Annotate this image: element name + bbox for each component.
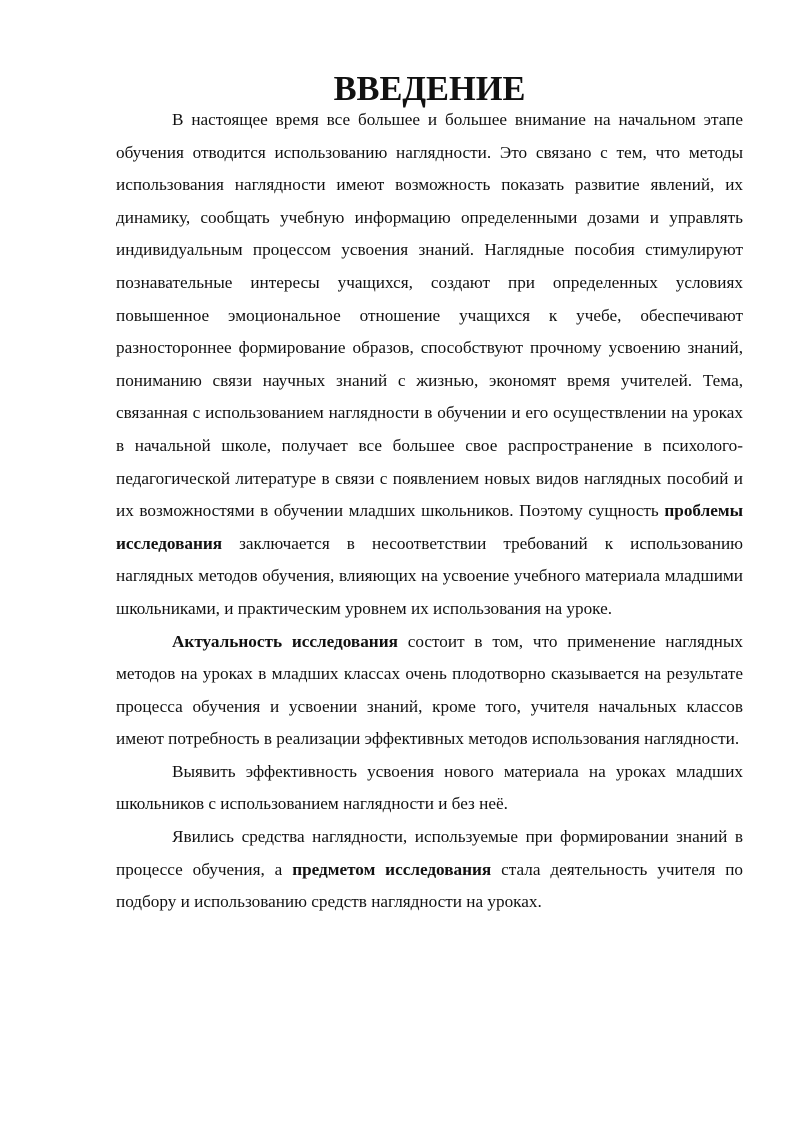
research-subject-term: предметом исследования — [292, 859, 492, 879]
relevance-term: Актуальность исследования — [172, 631, 398, 651]
paragraph-goal: Выявить эффективность усвоения нового материала на уроках младших школьников с использованием наглядности и без неё. — [116, 761, 743, 814]
research-problem-term: проблемы исследования — [116, 501, 743, 553]
paragraph-intro — [116, 104, 743, 626]
paragraph-subject-text-1: Явились средства наглядности, используемые при формировании знаний в процессе обучения, а — [116, 827, 743, 879]
paragraph-relevance-text: состоит в том, что применение наглядных методов на уроках в младших классах очень плодотворно сказывается на результате процесса обучения и усвоении знаний, кроме того, учителя начальных классов имеют потребность в реализации эффективных методов использования наглядности. — [116, 631, 743, 749]
paragraph-subject-text-2: стала деятельность учителя по подбору и использованию средств наглядности на уроках. — [116, 859, 743, 912]
paragraph-intro-text-1: В настоящее время все большее и большее внимание на начальном этапе обучения отводится использованию наглядности. Это связано с тем, что методы использования наглядности имеют возможность показать развитие явлений, их динамику, сообщать учебную информацию определенными дозами и управлять индивидуальным процессом усвоения знаний. Наглядные пособия стимулируют познавательные интересы учащихся, создают при определенных условиях повышенное эмоциональное отношение учащихся к учебе, обеспечивают разностороннее формирование образов, способствуют прочному усвоению знаний, пониманию связи научных знаний с жизнью, экономят время учителей. Тема, связанная с использованием наглядности в обучении и его осуществлении на уроках в начальной школе, получает все большее свое распространение в психолого-педагогической литературе в связи с появлением новых видов наглядных пособий и их возможностями в обучении младших школьников. Поэтому сущность — [116, 110, 743, 521]
document-title: ВВЕДЕНИЕ — [333, 70, 526, 108]
document-page — [116, 72, 743, 919]
paragraph-intro-text-2: заключается в несоответствии требований к использованию наглядных методов обучения, влияющих на усвоение учебного материала младшими школьниками, и практическим уровнем их использования на уроке. — [116, 533, 743, 618]
paragraph-relevance — [116, 626, 743, 756]
paragraph-subject — [116, 821, 743, 919]
